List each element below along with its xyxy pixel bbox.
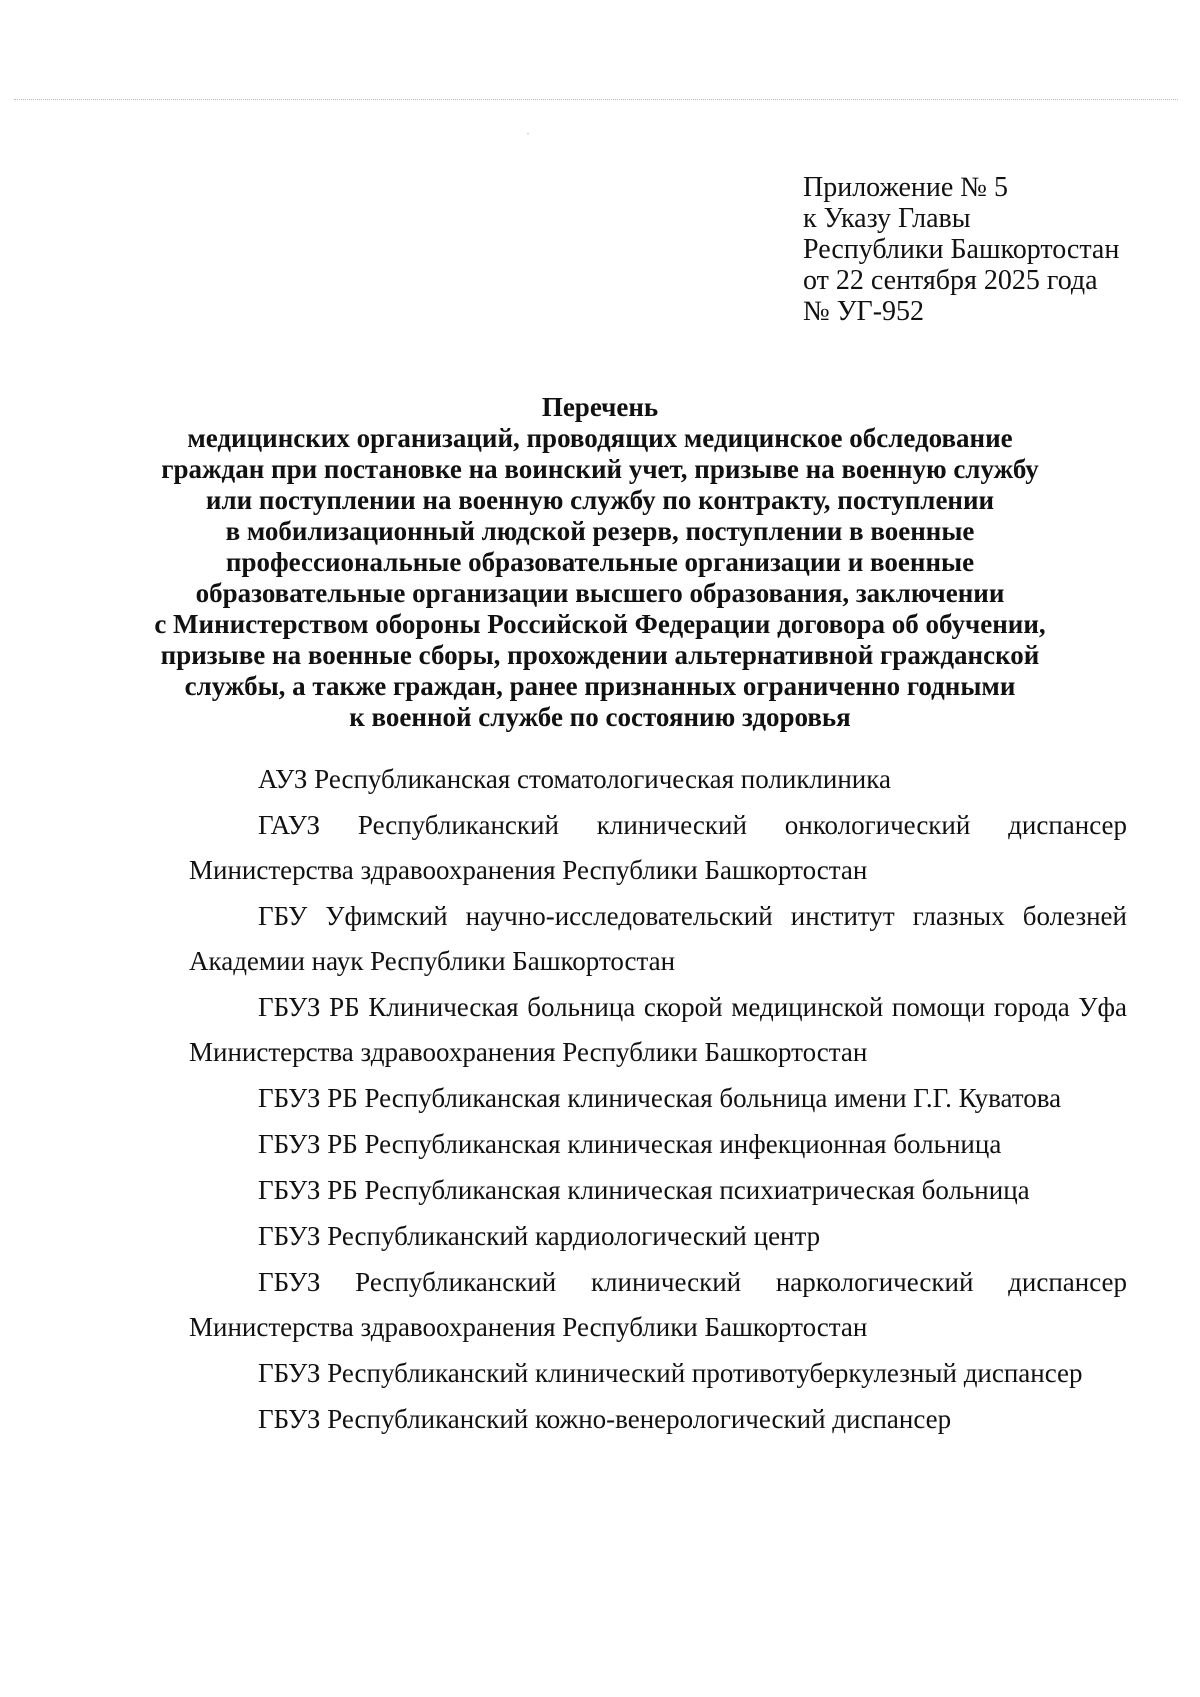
organization-item: ГБУЗ РБ Республиканская клиническая психиатрическая больница bbox=[258, 1175, 1030, 1205]
organization-name-line: Министерства здравоохранения Республики Башкортостан bbox=[189, 1312, 868, 1342]
appendix-republic: Республики Башкортостан bbox=[803, 234, 1120, 265]
title-line: службы, а также граждан, ранее признанных ограниченно годными bbox=[184, 671, 1016, 701]
appendix-decree-number: № УГ-952 bbox=[803, 296, 925, 327]
title-line: граждан при постановке на воинский учет, призыве на военную службу bbox=[161, 454, 1039, 484]
organization-name-line: Министерства здравоохранения Республики Башкортостан bbox=[189, 855, 868, 885]
title-line: профессиональные образовательные организации и военные bbox=[225, 547, 975, 577]
organization-item bbox=[189, 1267, 1127, 1343]
scan-artifact-line bbox=[14, 99, 1178, 100]
scan-artifact-dot bbox=[527, 133, 529, 134]
organization-name-line: ГБУ Уфимский научно-исследовательский институт глазных болезней bbox=[258, 901, 1127, 931]
organization-item: ГБУЗ Республиканский клинический противотуберкулезный диспансер bbox=[258, 1358, 1083, 1388]
title-line: к военной службе по состоянию здоровья bbox=[349, 702, 851, 732]
title-line: с Министерством обороны Российской Федерации договора об обучении, bbox=[154, 609, 1046, 639]
title-heading: Перечень bbox=[541, 392, 659, 422]
title-line: призыве на военные сборы, прохождении альтернативной гражданской bbox=[160, 640, 1040, 670]
organization-item: АУЗ Республиканская стоматологическая поликлиника bbox=[258, 764, 891, 794]
organization-item bbox=[189, 992, 1127, 1068]
organization-name-line: ГАУЗ Республиканский клинический онкологический диспансер bbox=[258, 810, 1127, 840]
document-title bbox=[150, 392, 1050, 733]
appendix-number: Приложение № 5 bbox=[803, 172, 1008, 203]
appendix-date: от 22 сентября 2025 года bbox=[803, 265, 1098, 296]
title-line: в мобилизационный людской резерв, поступлении в военные bbox=[225, 516, 975, 546]
appendix-decree: к Указу Главы bbox=[803, 203, 971, 234]
organization-name-line: ГБУЗ Республиканский клинический наркологический диспансер bbox=[258, 1267, 1127, 1297]
organization-item: ГБУЗ РБ Республиканская клиническая инфекционная больница bbox=[258, 1129, 1002, 1159]
organization-name-line: Академии наук Республики Башкортостан bbox=[189, 946, 676, 976]
organization-list bbox=[189, 764, 1127, 1450]
title-line: образовательные организации высшего образования, заключении bbox=[195, 578, 1005, 608]
title-line: или поступлении на военную службу по контракту, поступлении bbox=[205, 485, 995, 515]
organization-item: ГБУЗ РБ Республиканская клиническая больница имени Г.Г. Куватова bbox=[258, 1083, 1062, 1113]
organization-item: ГБУЗ Республиканский кожно-венерологический диспансер bbox=[258, 1404, 952, 1434]
organization-item bbox=[189, 901, 1127, 977]
title-line: медицинских организаций, проводящих медицинское обследование bbox=[187, 423, 1013, 453]
organization-item bbox=[189, 810, 1127, 886]
organization-name-line: Министерства здравоохранения Республики Башкортостан bbox=[189, 1037, 868, 1067]
organization-name-line: ГБУЗ РБ Клиническая больница скорой медицинской помощи города Уфа bbox=[258, 992, 1127, 1022]
appendix-block bbox=[803, 172, 1119, 327]
organization-item: ГБУЗ Республиканский кардиологический центр bbox=[258, 1221, 821, 1251]
